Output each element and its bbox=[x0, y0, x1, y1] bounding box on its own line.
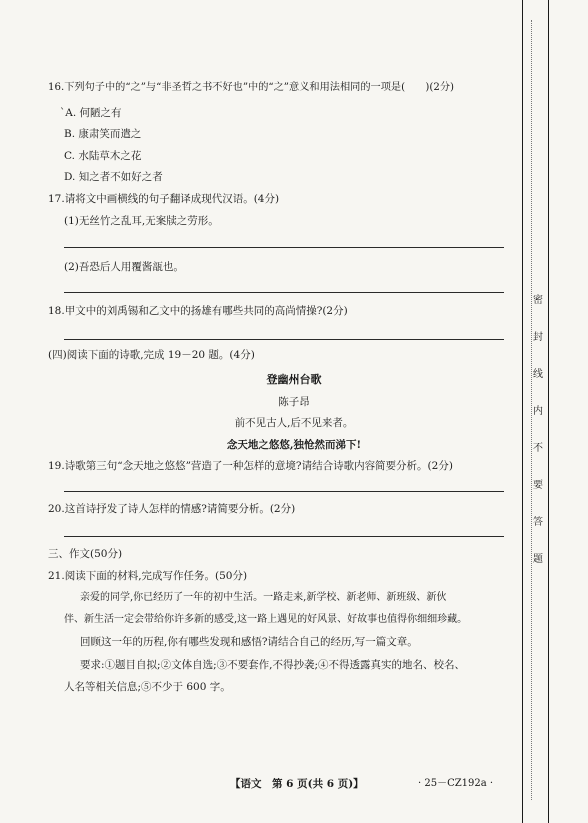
footer-code: · 25－CZ192a · bbox=[418, 778, 494, 789]
answer-line bbox=[64, 536, 504, 537]
q16-option-d: D. 知之者不如好之者 bbox=[64, 171, 163, 183]
q21-prompt: 回顾这一年的历程,你有哪些发现和感悟?请结合自己的经历,写一篇文章。 bbox=[80, 636, 418, 648]
seal-char-5: 不 bbox=[533, 443, 543, 454]
q21-material-line-2: 伴、新生活一定会带给你许多新的感受,这一路上遇见的好风景、好故事也值得你细细珍藏。 bbox=[64, 614, 468, 625]
section3-heading: 三、作文(50分) bbox=[48, 548, 123, 560]
binding-line-right bbox=[548, 0, 549, 823]
q21-requirements-line-2: 人名等相关信息;⑤不少于 600 字。 bbox=[64, 681, 231, 693]
q19-stem: 19.诗歌第三句“念天地之悠悠”营造了一种怎样的意境?请结合诗歌内容简要分析。(2分) bbox=[48, 460, 453, 472]
seal-char-7: 答 bbox=[533, 517, 543, 528]
q21-material-line-1: 亲爱的同学,你已经历了一年的初中生活。一路走来,新学校、新老师、新班级、新伙 bbox=[80, 592, 447, 603]
q16-stem: 16.下列句子中的“之”与“非圣哲之书不好也”中的“之”意义和用法相同的一项是( )(2分) bbox=[48, 82, 455, 93]
poem-line-1: 前不见古人,后不见来者。 bbox=[234, 417, 354, 429]
answer-line bbox=[64, 247, 504, 248]
section4-heading: (四)阅读下面的诗歌,完成 19－20 题。(4分) bbox=[48, 349, 255, 361]
q17-stem: 17.请将文中画横线的句子翻译成现代汉语。(4分) bbox=[48, 193, 280, 205]
q16-option-c: C. 水陆草木之花 bbox=[64, 150, 142, 162]
q16-option-a: `A. 何陋之有 bbox=[60, 107, 122, 119]
poem-line-2: 念天地之悠悠,独怆然而涕下! bbox=[226, 439, 362, 451]
seal-char-8: 题 bbox=[533, 554, 543, 565]
seal-char-3: 线 bbox=[533, 369, 543, 380]
seal-char-6: 要 bbox=[533, 480, 543, 491]
answer-line bbox=[64, 339, 504, 340]
binding-line-left bbox=[522, 0, 523, 823]
poem-author: 陈子昂 bbox=[278, 396, 310, 408]
q21-stem: 21.阅读下面的材料,完成写作任务。(50分) bbox=[48, 570, 248, 582]
q16-option-b: B. 康肃笑而遣之 bbox=[64, 128, 142, 140]
q18-stem: 18.甲文中的刘禹锡和乙文中的扬雄有哪些共同的高尚情操?(2分) bbox=[48, 305, 348, 317]
poem-title: 登幽州台歌 bbox=[266, 373, 322, 386]
footer-page-label: 【语文 第 6 页(共 6 页)】 bbox=[230, 778, 364, 790]
q21-requirements-line-1: 要求:①题目自拟;②文体自选;③不要套作,不得抄袭;④不得透露真实的地名、校名、 bbox=[80, 659, 465, 671]
answer-line bbox=[64, 491, 504, 492]
seal-char-2: 封 bbox=[533, 332, 543, 343]
q17-sentence-1: (1)无丝竹之乱耳,无案牍之劳形。 bbox=[64, 215, 219, 227]
q20-stem: 20.这首诗抒发了诗人怎样的情感?请简要分析。(2分) bbox=[48, 503, 296, 515]
seal-char-1: 密 bbox=[533, 295, 543, 306]
q17-sentence-2: (2)吾恐后人用覆酱瓿也。 bbox=[64, 261, 184, 273]
answer-line bbox=[64, 292, 504, 293]
seal-char-4: 内 bbox=[533, 406, 543, 417]
